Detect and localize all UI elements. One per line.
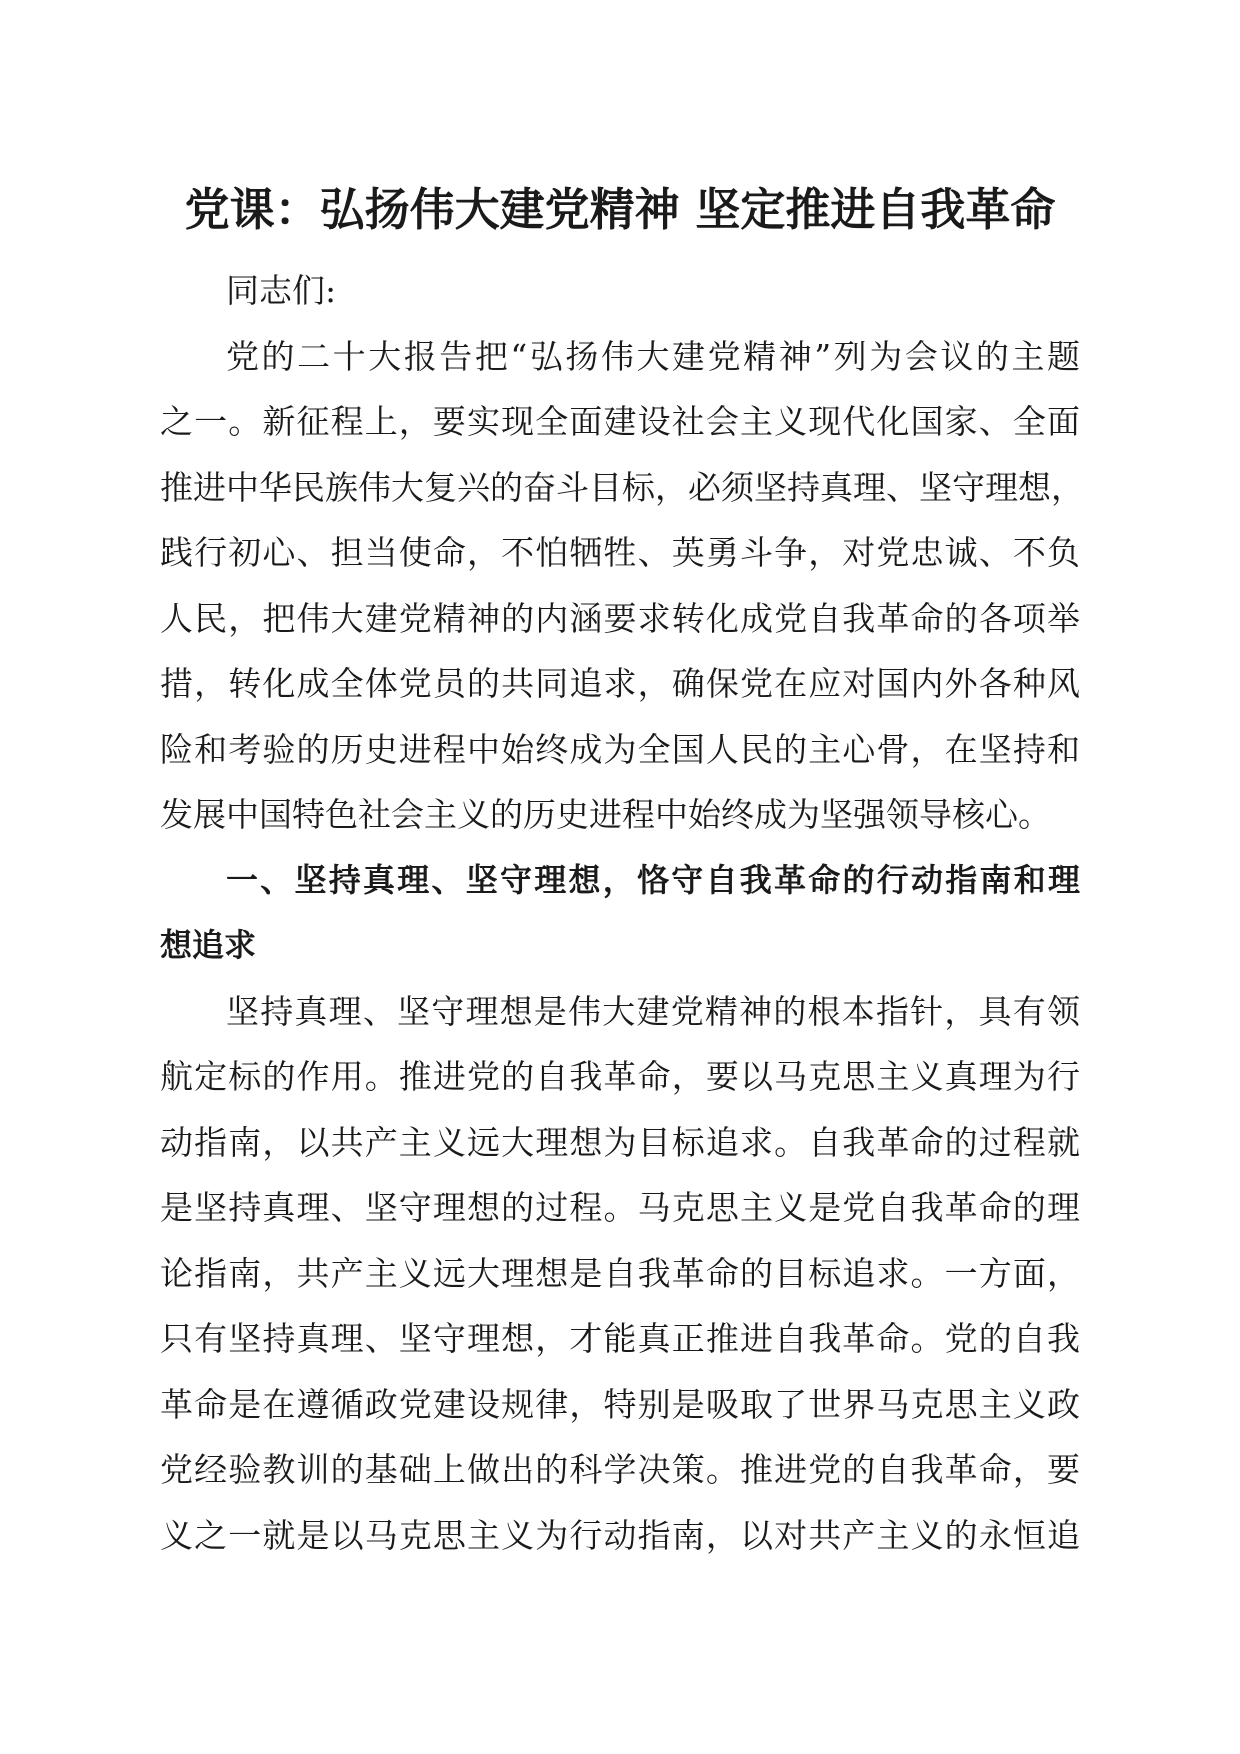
section-heading [160, 848, 1080, 979]
section-heading-line: 想追求 [160, 926, 257, 964]
paragraph-line: 论指南，共产主义远大理想是自我革命的目标追求。一方面， [160, 1253, 1080, 1293]
section-paragraph [160, 979, 1080, 1569]
paragraph-line: 坚持真理、坚守理想是伟大建党精神的根本指针，具有领 [226, 991, 1080, 1031]
paragraph-line: 是坚持真理、坚守理想的过程。马克思主义是党自我革命的理 [160, 1188, 1080, 1227]
section-heading-line: 一、坚持真理、坚守理想，恪守自我革命的行动指南和理 [226, 860, 1080, 899]
paragraph-line: 只有坚持真理、坚守理想，才能真正推进自我革命。党的自我 [160, 1319, 1080, 1358]
paragraph-line: 人民，把伟大建党精神的内涵要求转化成党自我革命的各项举 [160, 598, 1080, 638]
paragraph-line: 革命是在遵循政党建设规律，特别是吸取了世界马克思主义政 [160, 1384, 1080, 1424]
paragraph-line: 险和考验的历史进程中始终成为全国人民的主心骨，在坚持和 [160, 729, 1080, 769]
paragraph-line: 党经验教训的基础上做出的科学决策。推进党的自我革命，要 [160, 1450, 1080, 1489]
document-title: 党课：弘扬伟大建党精神 坚定推进自我革命 [184, 183, 1056, 236]
paragraph-line: 动指南，以共产主义远大理想为目标追求。自我革命的过程就 [160, 1122, 1080, 1162]
paragraph-line: 践行初心、担当使命，不怕牺牲、英勇斗争，对党忠诚、不负 [160, 533, 1080, 572]
paragraph-line: 措，转化成全体党员的共同追求，确保党在应对国内外各种风 [160, 664, 1080, 703]
intro-paragraph [160, 324, 1084, 848]
paragraph-line: 党的二十大报告把“弘扬伟大建党精神”列为会议的主题 [226, 336, 1080, 376]
salutation: 同志们: [226, 271, 337, 310]
paragraph-line: 推进中华民族伟大复兴的奋斗目标，必须坚持真理、坚守理想， [160, 467, 1084, 507]
paragraph-line: 之一。新征程上，要实现全面建设社会主义现代化国家、全面 [160, 402, 1080, 441]
paragraph-line: 航定标的作用。推进党的自我革命，要以马克思主义真理为行 [160, 1057, 1080, 1096]
document-body [160, 258, 1084, 1568]
paragraph-line: 义之一就是以马克思主义为行动指南，以对共产主义的永恒追 [160, 1515, 1080, 1555]
paragraph-line: 发展中国特色社会主义的历史进程中始终成为坚强领导核心。 [160, 795, 1051, 834]
